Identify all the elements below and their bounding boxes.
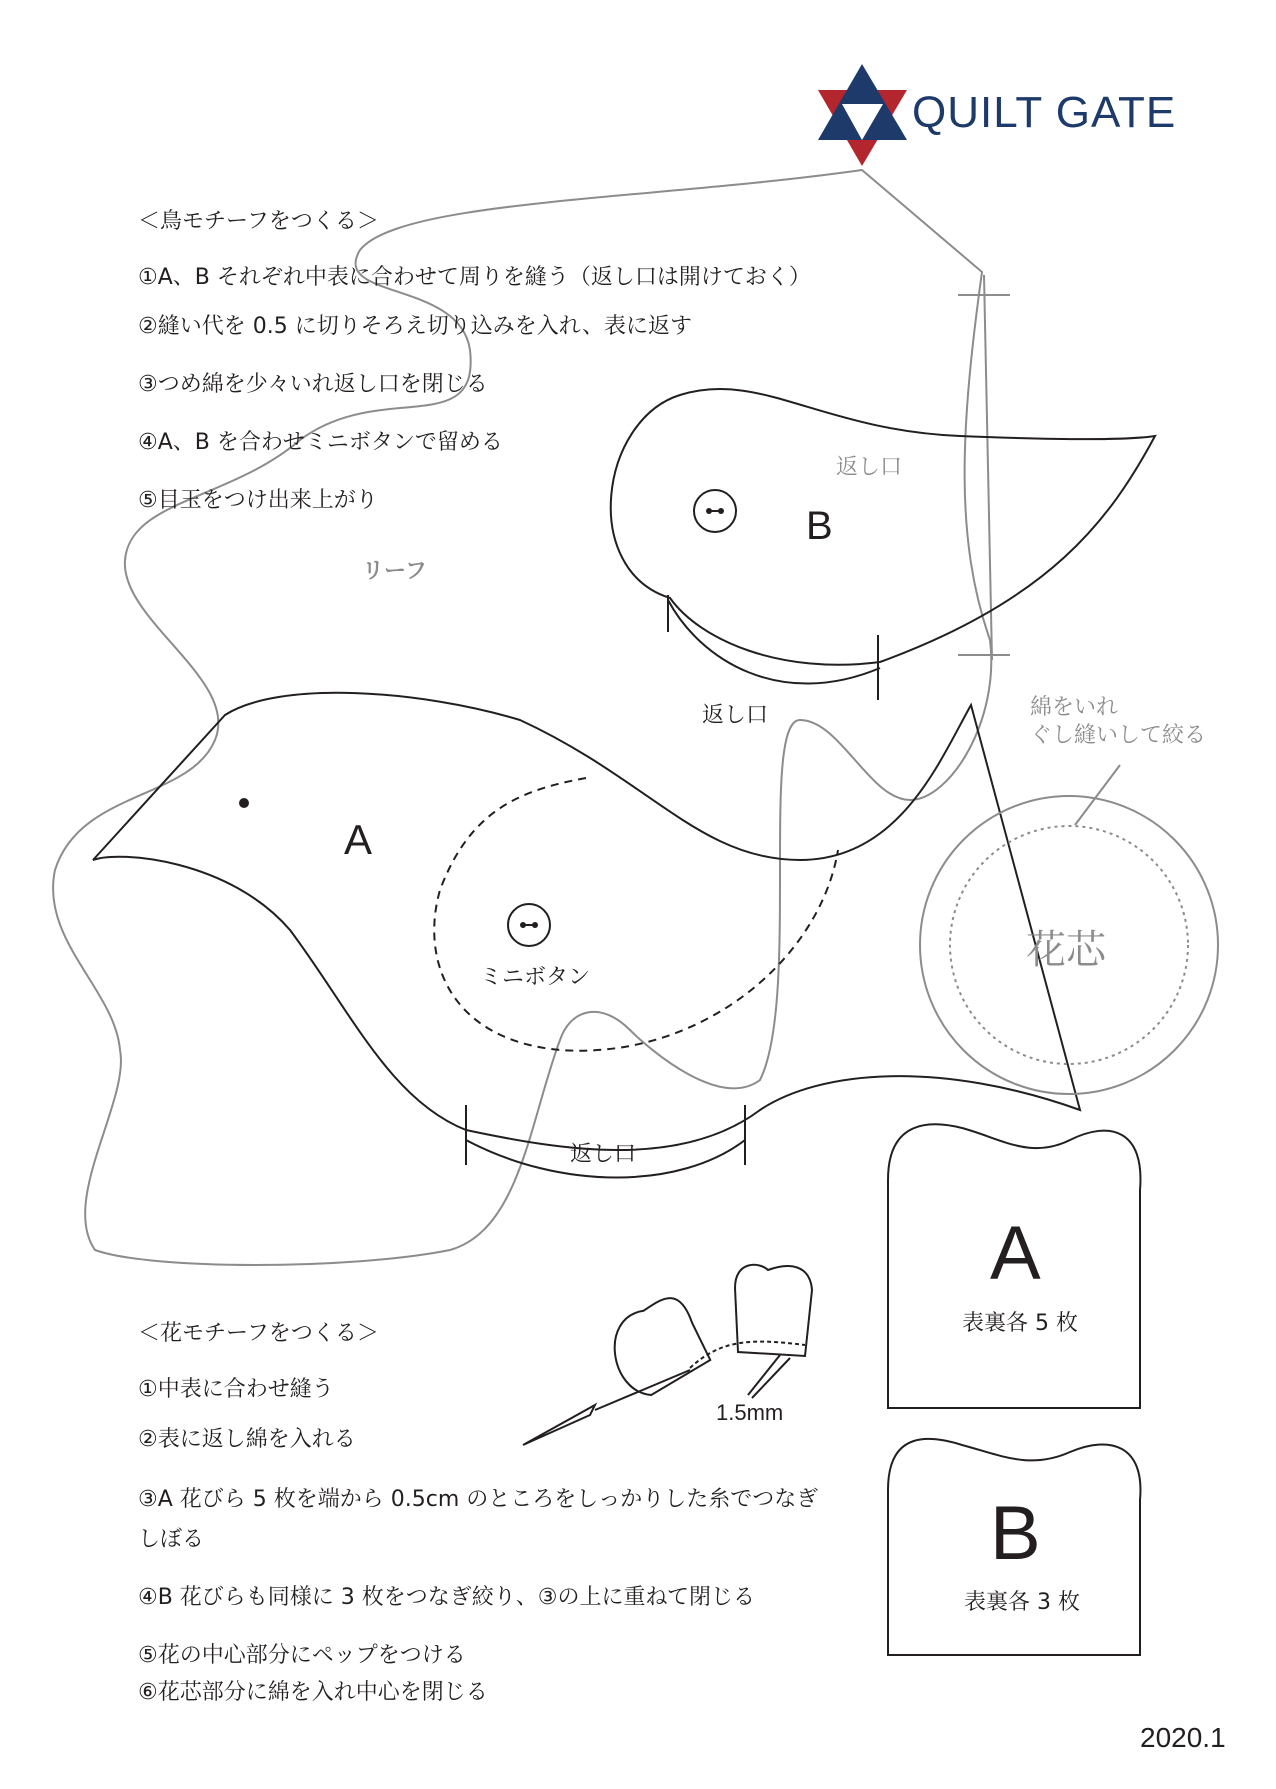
petal-a-letter: A [990,1211,1041,1296]
date-label: 2020.1 [1140,1722,1226,1753]
flower-step: ④B 花びらも同様に 3 枚をつなぎ絞り、③の上に重ねて閉じる [138,1585,755,1610]
opening-label-a: 返し口 [570,1142,637,1167]
piece-a-label: A [344,816,373,863]
flower-step: ③A 花びら 5 枚を端から 0.5cm のところをしっかりした糸でつなぎ [138,1487,819,1512]
stitch-line [434,778,838,1051]
petal-a-count: 表裏各 5 枚 [962,1311,1078,1336]
piece-b-label: B [806,504,833,548]
cotton-note: 綿をいれ [1030,695,1119,720]
bird-step: ③つめ綿を少々いれ返し口を閉じる [138,372,488,397]
seam-label: 1.5mm [716,1400,784,1425]
leaf-label: リーフ [362,559,427,584]
bird-b-outline [611,389,1155,665]
bird-step: ⑤目玉をつけ出来上がり [138,488,378,513]
button-icon-b [694,490,736,532]
cotton-note: ぐし縫いして絞る [1030,723,1207,748]
petal-b-count: 表裏各 3 枚 [964,1590,1080,1615]
flower-step: しぼる [138,1527,205,1552]
button-icon-a [508,904,550,946]
bird-a-outline [93,693,1080,1150]
flower-center-label: 花芯 [1026,927,1106,973]
flower-step: ⑤花の中心部分にペップをつける [138,1643,466,1668]
petal-b-letter: B [990,1491,1041,1576]
flower-step: ⑥花芯部分に綿を入れ中心を閉じる [138,1680,488,1705]
opening-label-gray: 返し口 [836,455,903,480]
eye-icon [239,798,249,808]
opening-label-b: 返し口 [702,703,769,728]
brand-name: QUILT GATE [912,88,1177,137]
mini-button-label: ミニボタン [480,965,591,990]
flower-step: ①中表に合わせ縫う [138,1377,334,1402]
bird-step: ①A、B それぞれ中表に合わせて周りを縫う（返し口は開けておく） [138,265,811,290]
flower-step: ②表に返し綿を入れる [138,1427,356,1452]
quilt-gate-logo-icon [818,64,907,166]
bird-section-title: ＜鳥モチーフをつくる＞ [138,209,379,234]
bird-step: ④A、B を合わせミニボタンで留める [138,430,503,455]
bird-step: ②縫い代を 0.5 に切りそろえ切り込みを入れ、表に返す [138,314,693,339]
flower-section-title: ＜花モチーフをつくる＞ [138,1321,379,1346]
